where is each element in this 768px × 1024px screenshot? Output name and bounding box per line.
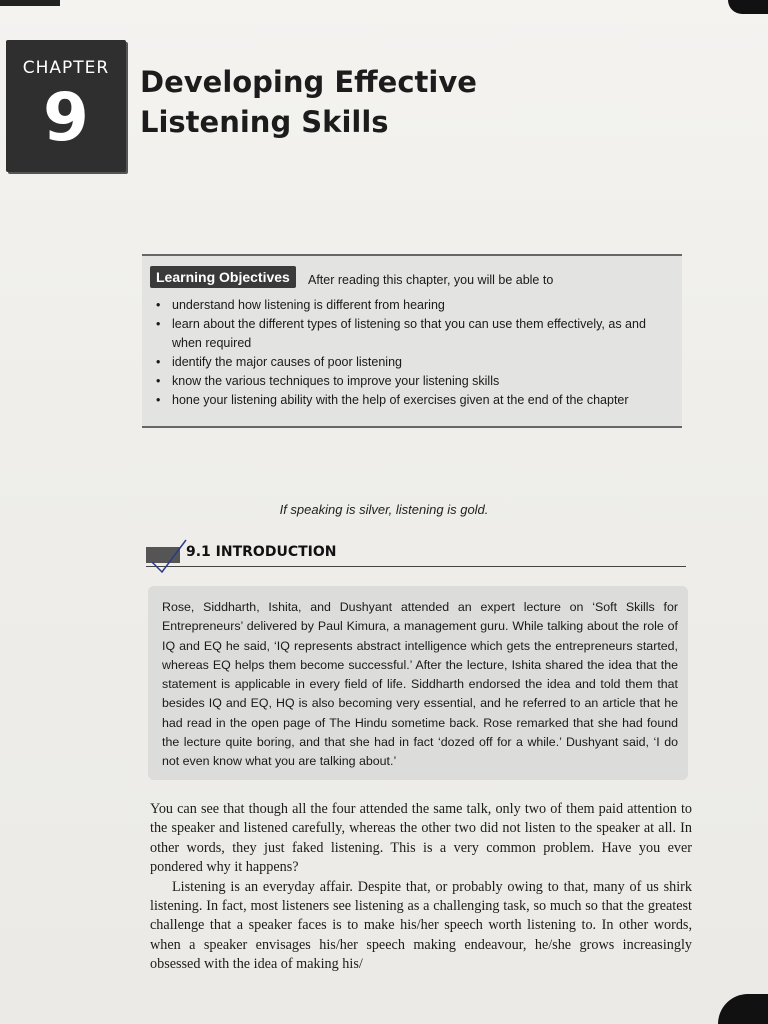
objective-item: • learn about the different types of listening so that you can use them effectively, as and when required	[154, 315, 670, 353]
chapter-badge	[6, 40, 126, 172]
objectives-label: Learning Objectives	[150, 266, 296, 288]
learning-objectives-box	[142, 254, 682, 428]
chapter-title-line: Listening Skills	[140, 105, 389, 139]
objectives-list	[154, 296, 670, 410]
body-text	[150, 800, 692, 975]
page-edge-shadow	[0, 0, 60, 6]
chapter-title-line: Developing Effective	[140, 65, 477, 99]
objective-item: • know the various techniques to improve your listening skills	[154, 372, 670, 391]
objectives-intro: After reading this chapter, you will be able to	[308, 273, 554, 287]
objective-item: • hone your listening ability with the help of exercises given at the end of the chapter	[154, 391, 670, 410]
epigraph-quote: If speaking is silver, listening is gold.	[279, 502, 489, 517]
body-paragraph: You can see that though all the four attended the same talk, only two of them paid attention to the speaker and listened carefully, whereas the other two did not listen to the speaker at all. In other words, they just faked listening. This is a very common problem. Have you ever pondered why it happens?	[150, 801, 692, 876]
section-title: 9.1 INTRODUCTION	[186, 544, 337, 560]
chapter-title	[140, 62, 700, 142]
pen-tick-mark-icon	[150, 536, 190, 576]
section-heading	[146, 544, 686, 567]
page-edge-shadow	[718, 994, 768, 1024]
objective-item: • identify the major causes of poor listening	[154, 353, 670, 372]
case-study-text: Rose, Siddharth, Ishita, and Dushyant attended an expert lecture on ‘Soft Skills for Entrepreneurs’ delivered by Paul Kimura, a management guru. While talking about the role of IQ and EQ he said, ‘IQ represents abstract intelligence which gets the entrepreneurs started, whereas EQ helps them become successful.’ After the lecture, Ishita shared the idea that the statement is applicable in every field of life. Siddharth endorsed the idea and told them that besides IQ and EQ, HQ is also becoming very essential, and he referred to an article that he had read in the open page of The Hindu sometime back. Rose remarked that she had found the lecture quite boring, and that she had in fact ‘dozed off for a while.’ Dushyant said, ‘I do not even know what you are talking about.’	[162, 600, 678, 769]
chapter-label: CHAPTER	[22, 58, 110, 78]
chapter-number: 9	[43, 79, 89, 156]
objective-item: • understand how listening is different from hearing	[154, 296, 670, 315]
body-paragraph: Listening is an everyday affair. Despite that, or probably owing to that, many of us shirk listening. In fact, most listeners see listening as a challenging task, so much so that the greatest challenge that a speaker faces is to make his/her speech worth listening to. In other words, when a speaker envisages his/her speech making endeavour, he/she grows increasingly obsessed with the idea of making his/	[150, 878, 692, 973]
page-edge-shadow	[728, 0, 768, 14]
case-study-box	[148, 586, 688, 780]
